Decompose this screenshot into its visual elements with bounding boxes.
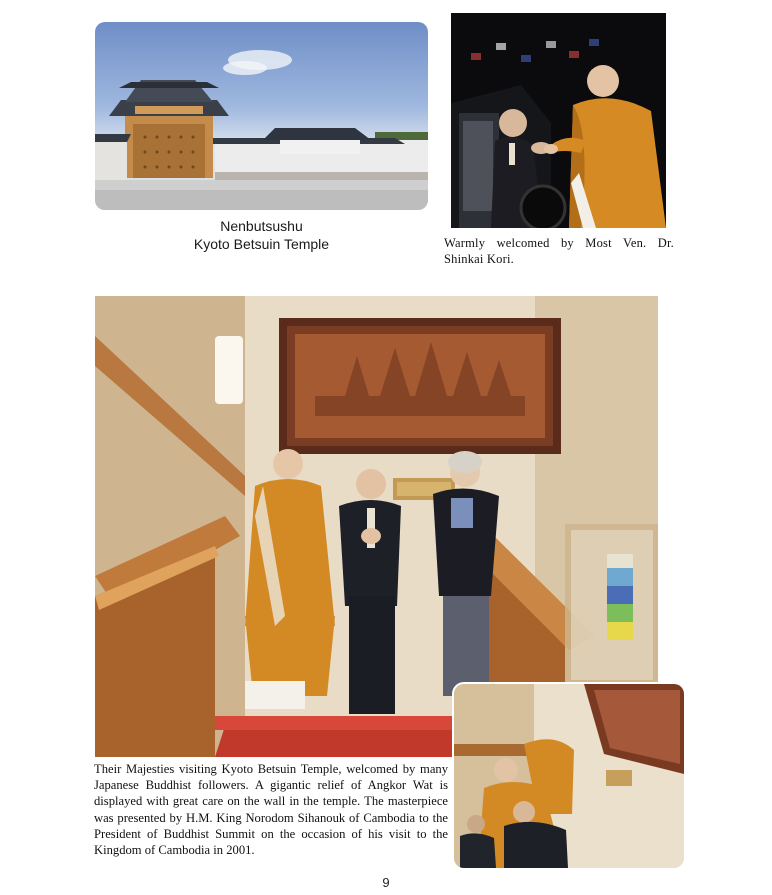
temple-caption-line1: Nenbutsushu <box>220 218 303 234</box>
welcome-photo <box>451 13 666 228</box>
welcome-caption: Warmly welcomed by Most Ven. Dr. Shinkai Kori. <box>444 236 674 266</box>
temple-caption-line2: Kyoto Betsuin Temple <box>193 236 330 252</box>
page-number: 9 <box>382 875 390 890</box>
temple-caption <box>150 217 373 253</box>
inset-relief-photo <box>454 684 684 868</box>
temple-exterior-photo <box>95 22 428 210</box>
main-caption: Their Majesties visiting Kyoto Betsuin Temple, welcomed by many Japanese Buddhist followers. A gigantic relief of Angkor Wat is displayed with great care on the wall in the temple. The masterpiece was presented by H.M. King Norodom Sihanouk of Cambodia to the President of Buddhist Summit on the occasion of his visit to the Kingdom of Cambodia in 2001. <box>94 762 448 858</box>
